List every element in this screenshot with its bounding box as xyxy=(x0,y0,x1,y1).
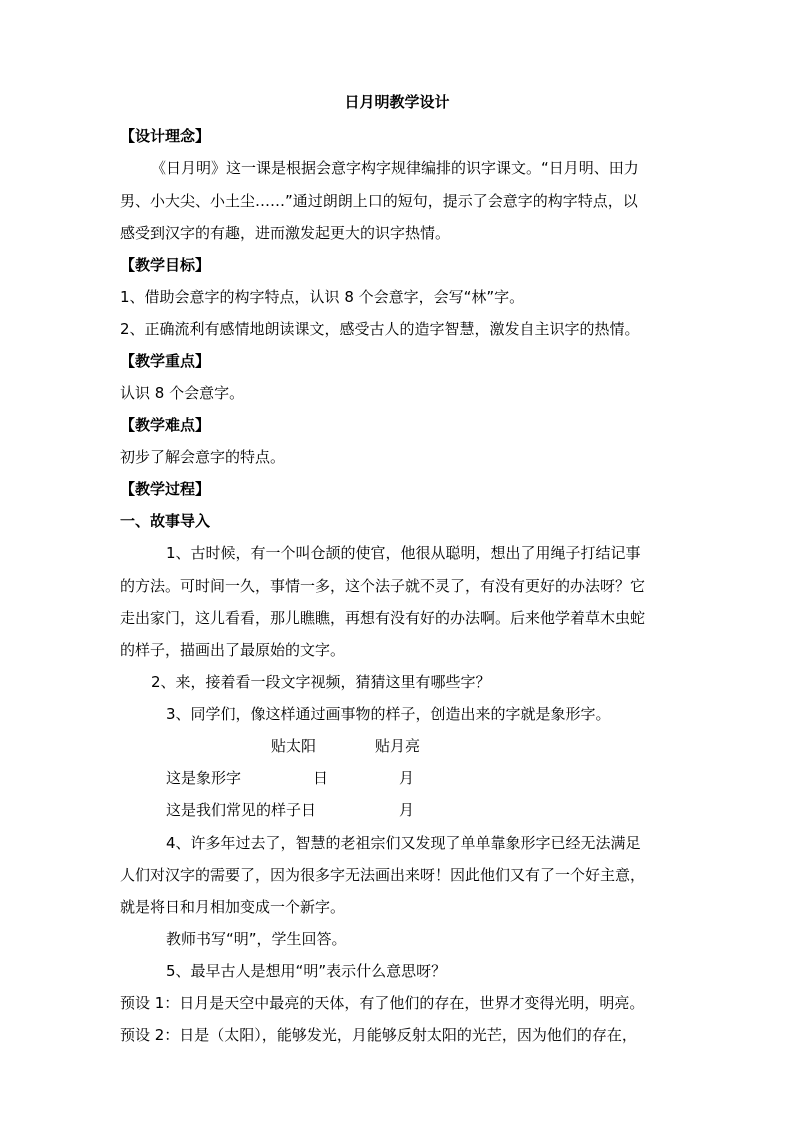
heading-teaching-focus: 【教学重点】 xyxy=(120,352,211,370)
paragraph-line: 1、借助会意字的构字特点，认识 8 个会意字，会写“林”字。 xyxy=(120,288,525,306)
paragraph-line: 4、许多年过去了，智慧的老祖宗们又发现了单单靠象形字已经无法满足 xyxy=(166,834,641,852)
char-moon: 月 xyxy=(399,801,415,819)
paragraph-line: 教师书写“明”，学生回答。 xyxy=(166,930,347,948)
paragraph-line: 男、小大尖、小土尘……”通过朗朗上口的短句，提示了会意字的构字特点，以 xyxy=(120,192,638,210)
paragraph-line: 就是将日和月相加变成一个新字。 xyxy=(120,898,346,916)
label-paste-moon: 贴月亮 xyxy=(375,737,421,755)
heading-teaching-goals: 【教学目标】 xyxy=(120,256,211,274)
paragraph-line: 预设 2：日是（太阳），能够发光，月能够反射太阳的光芒，因为他们的存在， xyxy=(120,1026,637,1044)
label-pictograph: 这是象形字 xyxy=(166,769,242,787)
paragraph-line: 感受到汉字的有趣，进而激发起更大的识字热情。 xyxy=(120,224,451,242)
paragraph-line: 人们对汉字的需要了，因为很多字无法画出来呀！因此他们又有了一个好主意， xyxy=(120,866,646,884)
heading-teaching-difficulty: 【教学难点】 xyxy=(120,416,211,434)
paragraph-line: 2、正确流利有感情地朗读课文，感受古人的造字智慧，激发自主识字的热情。 xyxy=(120,320,640,338)
label-common-form: 这是我们常见的样子日 xyxy=(166,801,317,819)
paragraph-line: 初步了解会意字的特点。 xyxy=(120,448,286,466)
char-sun: 日 xyxy=(313,769,329,787)
label-paste-sun: 贴太阳 xyxy=(271,737,317,755)
paragraph-line: 走出家门，这儿看看，那儿瞧瞧，再想有没有好的办法啊。后来他学着草木虫蛇 xyxy=(120,609,646,627)
paragraph-line: 2、来，接着看一段文字视频，猜猜这里有哪些字？ xyxy=(151,673,491,691)
heading-teaching-process: 【教学过程】 xyxy=(120,480,211,498)
paragraph-line: 的样子，描画出了最原始的文字。 xyxy=(120,641,346,659)
section-heading-story-intro: 一、故事导入 xyxy=(120,512,211,530)
paragraph-line: 1、古时候，有一个叫仓颉的使官，他很从聪明，想出了用绳子打结记事 xyxy=(166,544,641,562)
paragraph-line: 《日月明》这一课是根据会意字构字规律编排的识字课文。“日月明、田力 xyxy=(151,159,639,177)
document-title: 日月明教学设计 xyxy=(344,93,450,111)
heading-design-concept: 【设计理念】 xyxy=(120,127,211,145)
char-moon: 月 xyxy=(399,769,415,787)
paragraph-line: 3、同学们，像这样通过画事物的样子，创造出来的字就是象形字。 xyxy=(166,705,611,723)
paragraph-line: 的方法。可时间一久，事情一多，这个法子就不灵了，有没有更好的办法呀？它 xyxy=(120,577,646,595)
paragraph-line: 5、最早古人是想用“明”表示什么意思呀？ xyxy=(166,962,447,980)
paragraph-line: 预设 1：日月是天空中最亮的天体，有了他们的存在，世界才变得光明，明亮。 xyxy=(120,994,645,1012)
paragraph-line: 认识 8 个会意字。 xyxy=(120,384,245,402)
